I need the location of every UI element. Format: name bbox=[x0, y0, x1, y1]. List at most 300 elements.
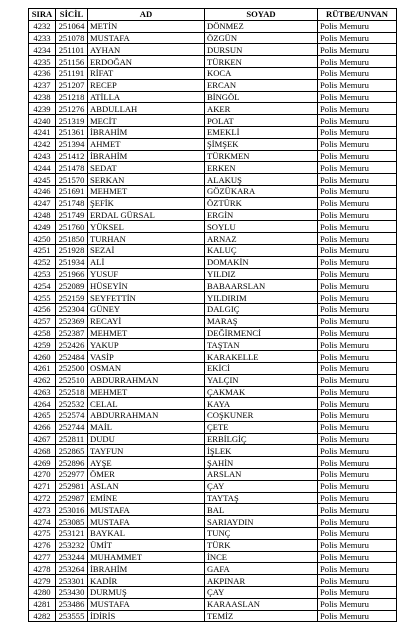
table-row bbox=[29, 256, 397, 268]
cell-ad: ERDOĞAN bbox=[88, 56, 205, 68]
table-row bbox=[29, 433, 397, 445]
cell-rutbe-unvan: Polis Memuru bbox=[318, 150, 397, 162]
cell-ad: İBRAHİM bbox=[88, 126, 205, 138]
table-row bbox=[29, 44, 397, 56]
cell-soyad: ŞİMŞEK bbox=[205, 138, 318, 150]
cell-soyad: YILDIZ bbox=[205, 268, 318, 280]
cell-soyad: TEMİZ bbox=[205, 610, 318, 622]
cell-sicil: 253555 bbox=[56, 610, 88, 622]
cell-soyad: ÇAKMAK bbox=[205, 386, 318, 398]
cell-ad: AYŞE bbox=[88, 457, 205, 469]
cell-ad: DURMUŞ bbox=[88, 587, 205, 599]
cell-rutbe-unvan: Polis Memuru bbox=[318, 587, 397, 599]
cell-sicil: 252484 bbox=[56, 351, 88, 363]
table-row bbox=[29, 174, 397, 186]
cell-sira: 4259 bbox=[29, 339, 56, 351]
cell-ad: MEHMET bbox=[88, 386, 205, 398]
cell-ad: EMİNE bbox=[88, 492, 205, 504]
cell-rutbe-unvan: Polis Memuru bbox=[318, 91, 397, 103]
table-row bbox=[29, 421, 397, 433]
cell-ad: TURHAN bbox=[88, 233, 205, 245]
cell-sicil: 253232 bbox=[56, 539, 88, 551]
cell-rutbe-unvan: Polis Memuru bbox=[318, 339, 397, 351]
cell-sira: 4242 bbox=[29, 138, 56, 150]
cell-sicil: 253430 bbox=[56, 587, 88, 599]
cell-sira: 4233 bbox=[29, 32, 56, 44]
cell-soyad: EKİCİ bbox=[205, 362, 318, 374]
cell-ad: MEHMET bbox=[88, 185, 205, 197]
table-row bbox=[29, 398, 397, 410]
cell-ad: MUSTAFA bbox=[88, 32, 205, 44]
cell-soyad: MARAŞ bbox=[205, 315, 318, 327]
cell-ad: ATİLLA bbox=[88, 91, 205, 103]
cell-soyad: ERBİLGİÇ bbox=[205, 433, 318, 445]
cell-rutbe-unvan: Polis Memuru bbox=[318, 374, 397, 386]
cell-soyad: DÖNMEZ bbox=[205, 20, 318, 32]
cell-rutbe-unvan: Polis Memuru bbox=[318, 327, 397, 339]
cell-sicil: 253085 bbox=[56, 516, 88, 528]
cell-soyad: ERCAN bbox=[205, 79, 318, 91]
cell-sicil: 252387 bbox=[56, 327, 88, 339]
cell-ad: MUHAMMET bbox=[88, 551, 205, 563]
cell-sicil: 251760 bbox=[56, 221, 88, 233]
cell-rutbe-unvan: Polis Memuru bbox=[318, 20, 397, 32]
cell-ad: ÜMİT bbox=[88, 539, 205, 551]
cell-rutbe-unvan: Polis Memuru bbox=[318, 315, 397, 327]
cell-rutbe-unvan: Polis Memuru bbox=[318, 138, 397, 150]
cell-ad: VASİP bbox=[88, 351, 205, 363]
cell-sicil: 252369 bbox=[56, 315, 88, 327]
cell-sira: 4236 bbox=[29, 67, 56, 79]
cell-sicil: 253264 bbox=[56, 563, 88, 575]
cell-sicil: 251928 bbox=[56, 244, 88, 256]
table-row bbox=[29, 374, 397, 386]
cell-ad: SEZAİ bbox=[88, 244, 205, 256]
table-row bbox=[29, 598, 397, 610]
cell-ad: KADİR bbox=[88, 575, 205, 587]
cell-ad: METİN bbox=[88, 20, 205, 32]
table-row bbox=[29, 162, 397, 174]
table-row bbox=[29, 67, 397, 79]
table-row bbox=[29, 91, 397, 103]
cell-rutbe-unvan: Polis Memuru bbox=[318, 598, 397, 610]
cell-sira: 4266 bbox=[29, 421, 56, 433]
cell-soyad: AKPINAR bbox=[205, 575, 318, 587]
cell-sicil: 253016 bbox=[56, 504, 88, 516]
cell-rutbe-unvan: Polis Memuru bbox=[318, 233, 397, 245]
cell-sicil: 252426 bbox=[56, 339, 88, 351]
table-row bbox=[29, 315, 397, 327]
table-row bbox=[29, 575, 397, 587]
cell-ad: CELAL bbox=[88, 398, 205, 410]
cell-ad: YUSUF bbox=[88, 268, 205, 280]
cell-rutbe-unvan: Polis Memuru bbox=[318, 268, 397, 280]
cell-soyad: YALÇIN bbox=[205, 374, 318, 386]
cell-ad: İBRAHİM bbox=[88, 150, 205, 162]
cell-soyad: KARAKELLE bbox=[205, 351, 318, 363]
cell-rutbe-unvan: Polis Memuru bbox=[318, 280, 397, 292]
cell-rutbe-unvan: Polis Memuru bbox=[318, 79, 397, 91]
cell-sicil: 252574 bbox=[56, 410, 88, 422]
cell-soyad: GÖZÜKARA bbox=[205, 185, 318, 197]
table-row bbox=[29, 221, 397, 233]
table-row bbox=[29, 103, 397, 115]
table-row bbox=[29, 610, 397, 622]
table-row bbox=[29, 185, 397, 197]
table-row bbox=[29, 327, 397, 339]
table-row bbox=[29, 492, 397, 504]
cell-ad: MEHMET bbox=[88, 327, 205, 339]
cell-soyad: YILDIRIM bbox=[205, 292, 318, 304]
cell-sira: 4241 bbox=[29, 126, 56, 138]
cell-soyad: SARIAYDIN bbox=[205, 516, 318, 528]
cell-soyad: TAYTAŞ bbox=[205, 492, 318, 504]
cell-soyad: ÇAY bbox=[205, 480, 318, 492]
cell-rutbe-unvan: Polis Memuru bbox=[318, 386, 397, 398]
table-row bbox=[29, 56, 397, 68]
cell-sira: 4240 bbox=[29, 115, 56, 127]
table-row bbox=[29, 587, 397, 599]
cell-sicil: 252089 bbox=[56, 280, 88, 292]
cell-rutbe-unvan: Polis Memuru bbox=[318, 563, 397, 575]
cell-sira: 4237 bbox=[29, 79, 56, 91]
cell-sicil: 253301 bbox=[56, 575, 88, 587]
cell-soyad: TÜRK bbox=[205, 539, 318, 551]
cell-sicil: 251394 bbox=[56, 138, 88, 150]
cell-sira: 4239 bbox=[29, 103, 56, 115]
cell-rutbe-unvan: Polis Memuru bbox=[318, 410, 397, 422]
cell-sicil: 252500 bbox=[56, 362, 88, 374]
cell-rutbe-unvan: Polis Memuru bbox=[318, 516, 397, 528]
cell-soyad: ERKEN bbox=[205, 162, 318, 174]
cell-sicil: 253244 bbox=[56, 551, 88, 563]
table-row bbox=[29, 268, 397, 280]
cell-soyad: EMEKLİ bbox=[205, 126, 318, 138]
header-rutbe-unvan: RÜTBE/UNVAN bbox=[318, 9, 397, 21]
cell-ad: RECEP bbox=[88, 79, 205, 91]
table-row bbox=[29, 362, 397, 374]
cell-sira: 4281 bbox=[29, 598, 56, 610]
cell-sicil: 251319 bbox=[56, 115, 88, 127]
cell-sira: 4250 bbox=[29, 233, 56, 245]
cell-rutbe-unvan: Polis Memuru bbox=[318, 539, 397, 551]
cell-ad: MUSTAFA bbox=[88, 516, 205, 528]
table-row bbox=[29, 233, 397, 245]
cell-soyad: DOMAKİN bbox=[205, 256, 318, 268]
cell-ad: YAKUP bbox=[88, 339, 205, 351]
table-row bbox=[29, 32, 397, 44]
cell-sicil: 253121 bbox=[56, 528, 88, 540]
cell-sira: 4268 bbox=[29, 445, 56, 457]
cell-rutbe-unvan: Polis Memuru bbox=[318, 221, 397, 233]
cell-sira: 4247 bbox=[29, 197, 56, 209]
table-row bbox=[29, 516, 397, 528]
cell-sira: 4243 bbox=[29, 150, 56, 162]
cell-ad: GÜNEY bbox=[88, 303, 205, 315]
cell-sicil: 252532 bbox=[56, 398, 88, 410]
cell-soyad: BİNGÖL bbox=[205, 91, 318, 103]
cell-ad: ÖMER bbox=[88, 469, 205, 481]
cell-soyad: DEĞİRMENCİ bbox=[205, 327, 318, 339]
cell-sicil: 251691 bbox=[56, 185, 88, 197]
cell-sira: 4254 bbox=[29, 280, 56, 292]
cell-ad: BAYKAL bbox=[88, 528, 205, 540]
cell-rutbe-unvan: Polis Memuru bbox=[318, 256, 397, 268]
cell-sicil: 251749 bbox=[56, 209, 88, 221]
cell-sicil: 252510 bbox=[56, 374, 88, 386]
cell-soyad: ERGİN bbox=[205, 209, 318, 221]
cell-ad: İDİRİS bbox=[88, 610, 205, 622]
cell-sira: 4235 bbox=[29, 56, 56, 68]
cell-rutbe-unvan: Polis Memuru bbox=[318, 67, 397, 79]
cell-rutbe-unvan: Polis Memuru bbox=[318, 209, 397, 221]
cell-ad: OSMAN bbox=[88, 362, 205, 374]
cell-rutbe-unvan: Polis Memuru bbox=[318, 303, 397, 315]
cell-ad: AYHAN bbox=[88, 44, 205, 56]
table-row bbox=[29, 504, 397, 516]
cell-sira: 4253 bbox=[29, 268, 56, 280]
cell-sicil: 252744 bbox=[56, 421, 88, 433]
cell-sira: 4245 bbox=[29, 174, 56, 186]
table-row bbox=[29, 303, 397, 315]
cell-sicil: 251276 bbox=[56, 103, 88, 115]
cell-sicil: 251850 bbox=[56, 233, 88, 245]
cell-soyad: COŞKUNER bbox=[205, 410, 318, 422]
cell-sicil: 251191 bbox=[56, 67, 88, 79]
cell-rutbe-unvan: Polis Memuru bbox=[318, 32, 397, 44]
table-row bbox=[29, 457, 397, 469]
cell-rutbe-unvan: Polis Memuru bbox=[318, 445, 397, 457]
table-row bbox=[29, 469, 397, 481]
cell-sicil: 251478 bbox=[56, 162, 88, 174]
table-row bbox=[29, 197, 397, 209]
cell-sicil: 252865 bbox=[56, 445, 88, 457]
cell-rutbe-unvan: Polis Memuru bbox=[318, 610, 397, 622]
cell-rutbe-unvan: Polis Memuru bbox=[318, 174, 397, 186]
cell-rutbe-unvan: Polis Memuru bbox=[318, 575, 397, 587]
cell-sira: 4273 bbox=[29, 504, 56, 516]
cell-sira: 4272 bbox=[29, 492, 56, 504]
cell-ad: ABDULLAH bbox=[88, 103, 205, 115]
table-row bbox=[29, 138, 397, 150]
cell-ad: RECAYİ bbox=[88, 315, 205, 327]
cell-sira: 4257 bbox=[29, 315, 56, 327]
cell-ad: ASLAN bbox=[88, 480, 205, 492]
cell-rutbe-unvan: Polis Memuru bbox=[318, 469, 397, 481]
cell-sira: 4256 bbox=[29, 303, 56, 315]
cell-sicil: 251570 bbox=[56, 174, 88, 186]
header-soyad: SOYAD bbox=[205, 9, 318, 21]
cell-sicil: 251412 bbox=[56, 150, 88, 162]
cell-sira: 4246 bbox=[29, 185, 56, 197]
cell-rutbe-unvan: Polis Memuru bbox=[318, 162, 397, 174]
cell-rutbe-unvan: Polis Memuru bbox=[318, 103, 397, 115]
cell-sira: 4278 bbox=[29, 563, 56, 575]
cell-sicil: 251064 bbox=[56, 20, 88, 32]
cell-ad: SEDAT bbox=[88, 162, 205, 174]
cell-sira: 4244 bbox=[29, 162, 56, 174]
cell-sira: 4234 bbox=[29, 44, 56, 56]
cell-soyad: ÖZTÜRK bbox=[205, 197, 318, 209]
cell-sicil: 252987 bbox=[56, 492, 88, 504]
cell-sicil: 251361 bbox=[56, 126, 88, 138]
cell-ad: SEYFETTİN bbox=[88, 292, 205, 304]
table-row bbox=[29, 244, 397, 256]
cell-soyad: İŞLEK bbox=[205, 445, 318, 457]
table-row bbox=[29, 563, 397, 575]
cell-rutbe-unvan: Polis Memuru bbox=[318, 244, 397, 256]
cell-sira: 4261 bbox=[29, 362, 56, 374]
cell-soyad: İNCE bbox=[205, 551, 318, 563]
cell-ad: SERKAN bbox=[88, 174, 205, 186]
cell-soyad: GAFA bbox=[205, 563, 318, 575]
cell-soyad: BAL bbox=[205, 504, 318, 516]
cell-sicil: 252159 bbox=[56, 292, 88, 304]
cell-soyad: ARSLAN bbox=[205, 469, 318, 481]
cell-sicil: 251748 bbox=[56, 197, 88, 209]
cell-sira: 4248 bbox=[29, 209, 56, 221]
header-ad: AD bbox=[88, 9, 205, 21]
header-sira: SIRA bbox=[29, 9, 56, 21]
cell-soyad: ÇAY bbox=[205, 587, 318, 599]
cell-sicil: 251078 bbox=[56, 32, 88, 44]
cell-rutbe-unvan: Polis Memuru bbox=[318, 504, 397, 516]
cell-sira: 4271 bbox=[29, 480, 56, 492]
cell-ad: RİFAT bbox=[88, 67, 205, 79]
cell-rutbe-unvan: Polis Memuru bbox=[318, 292, 397, 304]
table-row bbox=[29, 480, 397, 492]
table-row bbox=[29, 115, 397, 127]
cell-sira: 4279 bbox=[29, 575, 56, 587]
cell-rutbe-unvan: Polis Memuru bbox=[318, 528, 397, 540]
cell-soyad: DURSUN bbox=[205, 44, 318, 56]
cell-soyad: TÜRKEN bbox=[205, 56, 318, 68]
cell-soyad: KALUÇ bbox=[205, 244, 318, 256]
cell-soyad: POLAT bbox=[205, 115, 318, 127]
cell-rutbe-unvan: Polis Memuru bbox=[318, 398, 397, 410]
cell-ad: MAİL bbox=[88, 421, 205, 433]
cell-sicil: 252977 bbox=[56, 469, 88, 481]
cell-sira: 4252 bbox=[29, 256, 56, 268]
cell-soyad: DALGIÇ bbox=[205, 303, 318, 315]
cell-rutbe-unvan: Polis Memuru bbox=[318, 351, 397, 363]
cell-ad: YÜKSEL bbox=[88, 221, 205, 233]
cell-sira: 4258 bbox=[29, 327, 56, 339]
cell-sira: 4255 bbox=[29, 292, 56, 304]
cell-sicil: 251207 bbox=[56, 79, 88, 91]
table-row bbox=[29, 410, 397, 422]
cell-ad: ERDAL GÜRSAL bbox=[88, 209, 205, 221]
cell-soyad: TAŞTAN bbox=[205, 339, 318, 351]
cell-ad: MUSTAFA bbox=[88, 504, 205, 516]
cell-ad: ALİ bbox=[88, 256, 205, 268]
cell-soyad: ALAKUŞ bbox=[205, 174, 318, 186]
cell-ad: DUDU bbox=[88, 433, 205, 445]
cell-rutbe-unvan: Polis Memuru bbox=[318, 56, 397, 68]
cell-sira: 4238 bbox=[29, 91, 56, 103]
cell-ad: MECİT bbox=[88, 115, 205, 127]
cell-sira: 4274 bbox=[29, 516, 56, 528]
cell-sira: 4263 bbox=[29, 386, 56, 398]
table-row bbox=[29, 528, 397, 540]
cell-sicil: 252518 bbox=[56, 386, 88, 398]
cell-sira: 4280 bbox=[29, 587, 56, 599]
table-row bbox=[29, 386, 397, 398]
cell-sicil: 252304 bbox=[56, 303, 88, 315]
cell-sira: 4270 bbox=[29, 469, 56, 481]
table-row bbox=[29, 351, 397, 363]
cell-sicil: 252811 bbox=[56, 433, 88, 445]
cell-rutbe-unvan: Polis Memuru bbox=[318, 115, 397, 127]
cell-rutbe-unvan: Polis Memuru bbox=[318, 457, 397, 469]
cell-soyad: KAYA bbox=[205, 398, 318, 410]
cell-sicil: 251934 bbox=[56, 256, 88, 268]
cell-soyad: SOYLU bbox=[205, 221, 318, 233]
cell-ad: MUSTAFA bbox=[88, 598, 205, 610]
cell-soyad: AKER bbox=[205, 103, 318, 115]
cell-ad: ŞEFİK bbox=[88, 197, 205, 209]
table-body bbox=[29, 20, 397, 622]
table-row bbox=[29, 445, 397, 457]
header-sicil: SİCİL bbox=[56, 9, 88, 21]
table-row bbox=[29, 209, 397, 221]
cell-sira: 4262 bbox=[29, 374, 56, 386]
table-row bbox=[29, 551, 397, 563]
cell-sicil: 251101 bbox=[56, 44, 88, 56]
table-row bbox=[29, 539, 397, 551]
cell-soyad: ÇETE bbox=[205, 421, 318, 433]
cell-rutbe-unvan: Polis Memuru bbox=[318, 433, 397, 445]
cell-sicil: 251218 bbox=[56, 91, 88, 103]
cell-ad: TAYFUN bbox=[88, 445, 205, 457]
header-row bbox=[29, 9, 397, 21]
cell-sira: 4265 bbox=[29, 410, 56, 422]
cell-rutbe-unvan: Polis Memuru bbox=[318, 421, 397, 433]
cell-sira: 4275 bbox=[29, 528, 56, 540]
cell-sira: 4249 bbox=[29, 221, 56, 233]
cell-sira: 4269 bbox=[29, 457, 56, 469]
table-row bbox=[29, 339, 397, 351]
cell-sicil: 252896 bbox=[56, 457, 88, 469]
cell-rutbe-unvan: Polis Memuru bbox=[318, 492, 397, 504]
cell-soyad: TUNÇ bbox=[205, 528, 318, 540]
cell-sicil: 251966 bbox=[56, 268, 88, 280]
table-row bbox=[29, 150, 397, 162]
cell-ad: ABDURRAHMAN bbox=[88, 410, 205, 422]
table-row bbox=[29, 126, 397, 138]
cell-ad: HÜSEYİN bbox=[88, 280, 205, 292]
cell-sicil: 252981 bbox=[56, 480, 88, 492]
cell-rutbe-unvan: Polis Memuru bbox=[318, 197, 397, 209]
cell-sira: 4232 bbox=[29, 20, 56, 32]
cell-rutbe-unvan: Polis Memuru bbox=[318, 185, 397, 197]
cell-sira: 4251 bbox=[29, 244, 56, 256]
cell-ad: ABDURRAHMAN bbox=[88, 374, 205, 386]
cell-rutbe-unvan: Polis Memuru bbox=[318, 126, 397, 138]
cell-soyad: ŞAHİN bbox=[205, 457, 318, 469]
table-row bbox=[29, 20, 397, 32]
cell-sira: 4276 bbox=[29, 539, 56, 551]
cell-sicil: 253486 bbox=[56, 598, 88, 610]
cell-sira: 4260 bbox=[29, 351, 56, 363]
cell-soyad: ARNAZ bbox=[205, 233, 318, 245]
cell-soyad: TÜRKMEN bbox=[205, 150, 318, 162]
cell-soyad: BABAARSLAN bbox=[205, 280, 318, 292]
cell-sicil: 251156 bbox=[56, 56, 88, 68]
cell-sira: 4264 bbox=[29, 398, 56, 410]
cell-sira: 4282 bbox=[29, 610, 56, 622]
cell-ad: AHMET bbox=[88, 138, 205, 150]
